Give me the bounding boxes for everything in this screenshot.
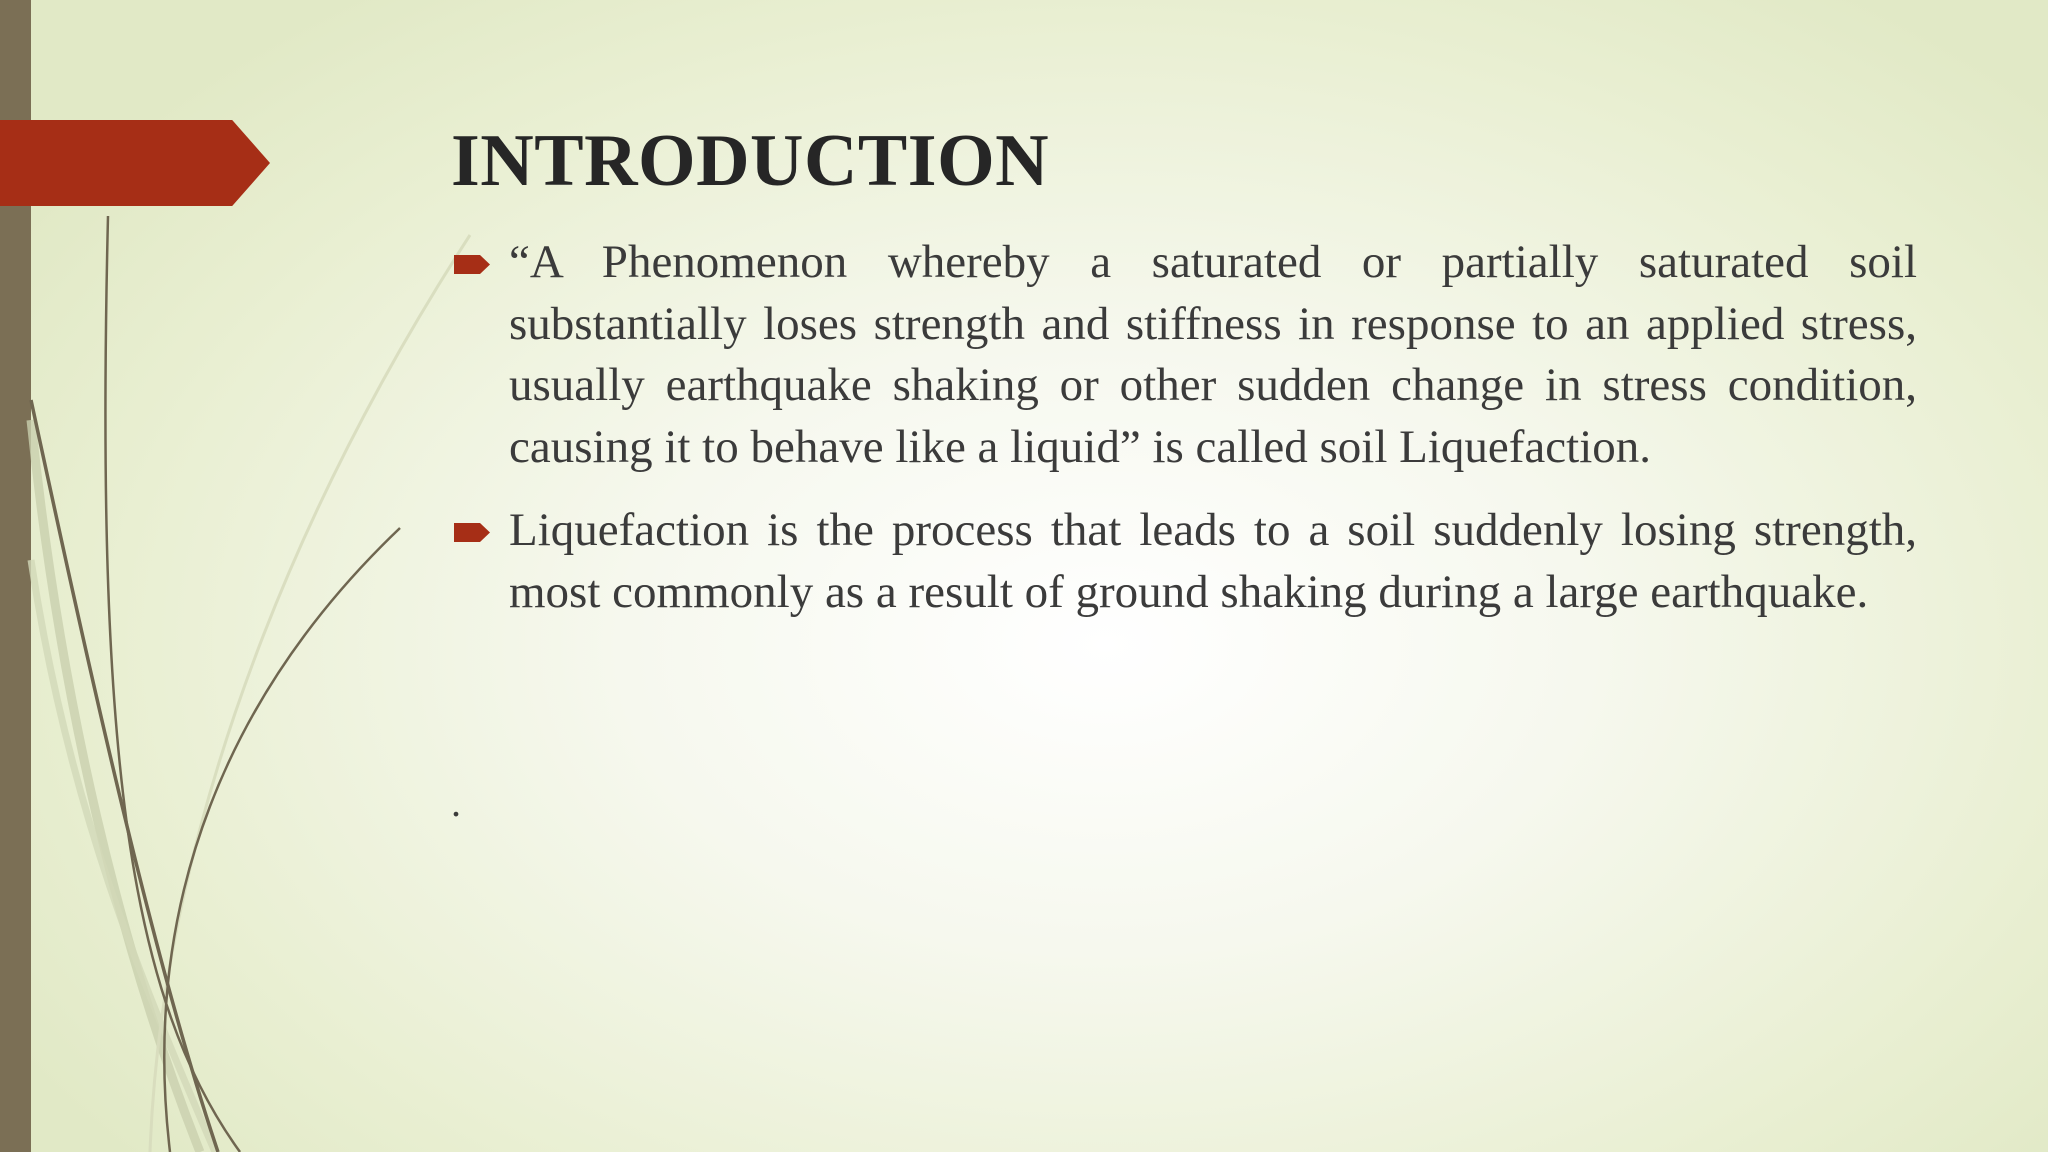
title-arrow-tag	[0, 120, 270, 206]
decor-curve-pale-3	[150, 235, 470, 1152]
decor-curve-dark-2	[105, 216, 240, 1152]
slide-title: INTRODUCTION	[451, 120, 1050, 202]
arrow-bullet-icon	[454, 523, 490, 542]
bullet-item-1	[451, 232, 1917, 478]
bullet-text-2: Liquefaction is the process that leads to a soil suddenly losing strength, most commonly as a result of ground shaking during a large earthquake.	[509, 504, 1917, 618]
bullet-item-2	[451, 500, 1917, 623]
decor-curve-dark-3	[164, 528, 400, 1152]
decor-curve-dark-1	[31, 400, 218, 1152]
bullet-text-1: “A Phenomenon whereby a saturated or partially saturated soil substantially loses strength and stiffness in response to an applied stress, usually earthquake shaking or other sudden change in stress condition, causing it to behave like a liquid” is called soil Liquefaction.	[509, 236, 1917, 473]
trailing-period: .	[451, 780, 461, 825]
bullet-list	[451, 232, 1917, 645]
arrow-bullet-icon	[454, 255, 490, 274]
decor-curve-pale-1	[31, 420, 200, 1152]
